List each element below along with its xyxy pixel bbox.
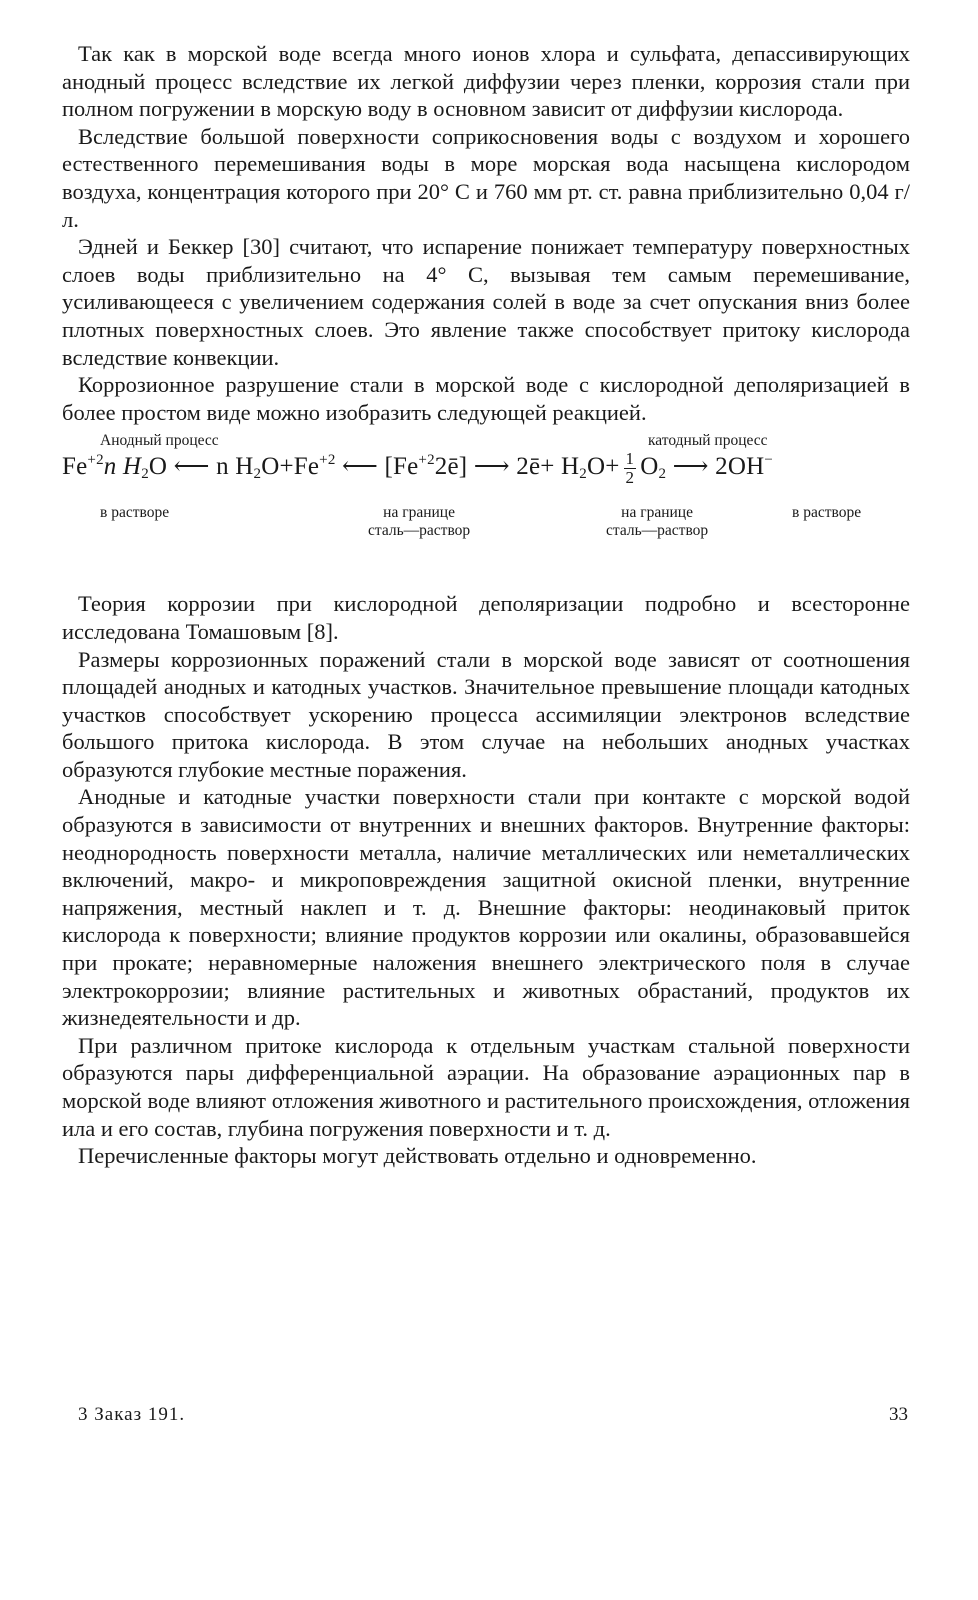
paragraph-3: Эдней и Беккер [30] считают, что испарение понижает температуру поверхностных слоев воды приблизительно на 4° С, вызывая тем самым перемешивание, усиливающееся с увеличением содержания солей в воде за счет опускания вниз более плотных поверхностных слоев. Это явление также способствует притоку кислорода вследствие конвекции.	[62, 234, 910, 370]
page-content	[62, 40, 910, 1170]
paragraph-6: Размеры коррозионных поражений стали в морской воде зависят от соотношения площадей анодных и катодных участков. Значительное превышение площади катодных участков способствует ускорению процесса ассимиляции электронов вследствие большого притока кислорода. В этом случае на небольших анодных участках образуются глубокие местные поражения.	[62, 646, 910, 782]
under-label-interface-2: на границе сталь—раствор	[606, 504, 709, 540]
reaction-equation-block	[62, 432, 910, 582]
under-label-solution-1: в растворе	[100, 504, 170, 522]
paragraph-2: Вследствие большой поверхности соприкосновения воды с воздухом и хорошего естественного перемешивания воды в море морская вода насыщена кислородом воздуха, концентрация которого при 20° С и 760 мм рт. ст. равна приблизительно 0,04 г/л.	[62, 123, 910, 232]
paragraph-5: Теория коррозии при кислородной деполяризации подробно и всесторонне исследована Томашовым [8].	[62, 591, 910, 644]
fraction-one-half: $\frac{1}{2}$	[625, 449, 635, 488]
page-number: 33	[889, 1404, 908, 1425]
paragraph-1: Так как в морской воде всегда много ионов хлора и сульфата, депассивирующих анодный процесс вследствие их легкой диффузии через пленки, коррозия стали при полном погружении в морскую воду в основном зависит от диффузии кислорода.	[62, 41, 910, 122]
signature-mark: 3 Заказ 191.	[78, 1404, 186, 1425]
reaction-equation: $Fe^{+2}n$ $H_2O$ ⟵ n $H_2O+Fe^{+2}$ ⟵ $[Fe^{+2}2ē]$ ⟶ 2ē+ $H_2O+$ $\frac{1}{2}$ $O_2$ ⟶ 2OH−	[62, 449, 774, 488]
paragraph-8: При различном притоке кислорода к отдельным участкам стальной поверхности образуются пары дифференциальной аэрации. На образование аэрационных пар в морской воде влияют отложения животного и растительного происхождения, отложения ила и его состав, глубина погружения поверхности и т. д.	[62, 1032, 910, 1141]
paragraph-9: Перечисленные факторы могут действовать отдельно и одновременно.	[78, 1143, 757, 1169]
label-cathodic-process: катодный процесс	[648, 432, 768, 450]
paragraph-7: Анодные и катодные участки поверхности стали при контакте с морской водой образуются в зависимости от внутренних и внешних факторов. Внутренние факторы: неоднородность поверхности металла, наличие металлических или неметаллических включений, макро- и микроповреждения защитной окисной пленки, внутренние напряжения, местный наклеп и т. д. Внешние факторы: неодинаковый приток кислорода к поверхности; влияние продуктов коррозии или окалины, образовавшейся при прокате; неравномерные наложения внешнего электрического поля в случае электрокоррозии; влияние растительных и животных обрастаний, продуктов их жизнедеятельности и др.	[62, 784, 910, 1031]
paragraph-4: Коррозионное разрушение стали в морской воде с кислородной деполяризацией в более простом виде можно изобразить следующей реакцией.	[62, 372, 910, 425]
under-label-interface-1: на границе сталь—раствор	[368, 504, 471, 540]
label-anodic-process: Анодный процесс	[100, 432, 219, 450]
under-label-solution-2: в растворе	[792, 504, 862, 522]
